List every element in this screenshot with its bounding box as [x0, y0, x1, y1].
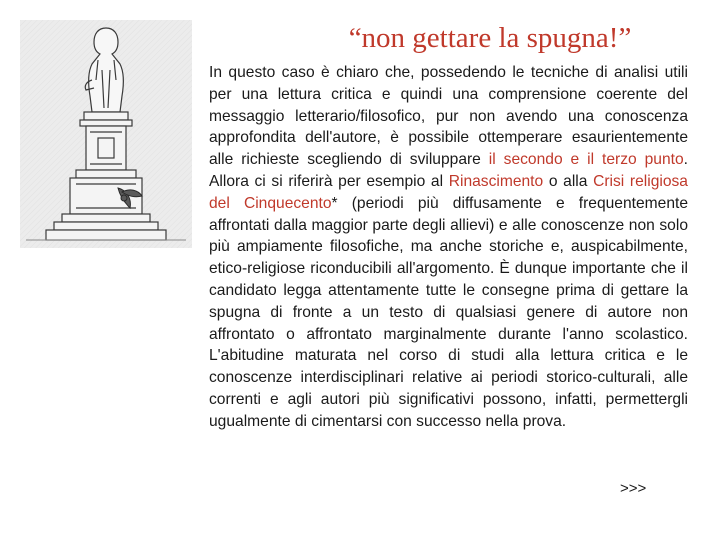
highlight-crisi-religiosa: Crisi religiosa del Cinquecento	[209, 172, 688, 212]
next-slide-indicator[interactable]: >>>	[620, 480, 647, 497]
highlight-rinascimento: Rinascimento	[448, 172, 544, 190]
monument-statue-illustration	[20, 20, 192, 248]
body-text-segment: . Allora ci si riferirà per esempio al	[209, 151, 688, 190]
body-text-segment: In questo caso è chiaro che, possedendo le tecniche di analisi utili per una lettura critica e quindi una comprensione coerente del messaggio letterario/filosofico, pur non avendo una conoscenza approfondita dell'autore, è possibile ottemperare esaurientemente alle richieste scegliendo di sviluppare	[209, 64, 688, 169]
body-text-segment: o alla	[543, 172, 594, 190]
page-title: “non gettare la spugna!”	[348, 22, 632, 54]
body-text-segment: * (periodi più diffusamente e frequentemente affrontati dalla maggior parte degli allievi) e alle conoscenze non solo più ampiamente filosofiche, ma anche storiche e, auspicabilmente, etico-religiose riconducibili all'argomento. È dunque importante che il candidato legga attentamente tutte le consegne prima di gettare la spugna di fronte a un testo di qualsiasi genere di autore non affrontato o affrontato marginalmente durante l'anno scolastico. L'abitudine maturata nel corso di studi alla lettura critica e le conoscenze interdisciplinari relative ai periodi storico-culturali, alle correnti e agli autori più significativi possono, infatti, permettergli ugualmente di cimentarsi con successo nella prova.	[209, 194, 688, 430]
body-paragraph	[209, 62, 688, 433]
highlight-secondo-terzo-punto: il secondo e il terzo punto	[488, 151, 684, 169]
